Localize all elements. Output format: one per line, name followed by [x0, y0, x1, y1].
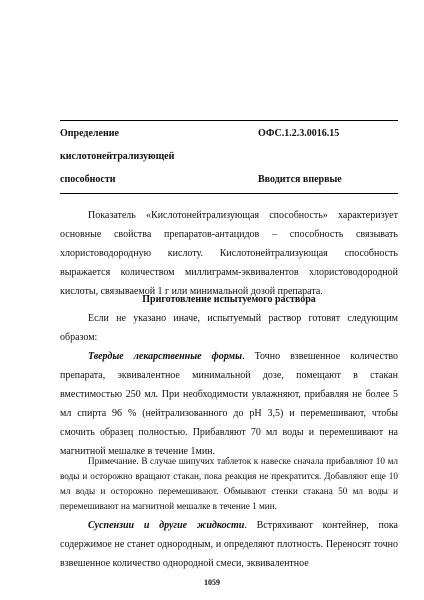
document-status: Вводится впервые [258, 174, 342, 185]
solid-forms-text: . Точно взвешенное количество препарата, эквивалентное минимальной дозе, помещают в стакан вместимостью 250 мл. При необходимости увлажняют, прибавляя не более 5 мл спирта 96 % (нейтрализованного до pH 3,5) и перемешивают, чтобы смочить образец полностью. Прибавляют 70 мл воды и перемешивают на магнитной мешалке в течение 1мин. [60, 351, 398, 457]
intro-paragraph: Показатель «Кислотонейтрализующая способность» характеризует основные свойства препаратов-антацидов – способность связывать хлористоводородную кислоту. Кислотонейтрализующая способность выражается количеством миллиграмм-эквивалентов хлористоводородной кислоты, связываемой 1 г или минимальной дозой препарата. [60, 210, 398, 297]
liquids-heading: Суспензии и другие жидкости [88, 520, 245, 531]
header-top-rule [60, 120, 398, 121]
method-paragraph: Если не указано иначе, испытуемый раствор готовят следующим образом: [60, 313, 398, 343]
header-bottom-rule [60, 193, 398, 194]
title-line-1: Определение [60, 128, 119, 139]
title-line-3: способности [60, 174, 116, 185]
solid-forms-paragraph [60, 347, 398, 461]
title-line-2: кислотонейтрализующей [60, 151, 175, 162]
liquids-paragraph [60, 516, 398, 573]
note-paragraph: Примечание. В случае шипучих таблеток к навеске сначала прибавляют 10 мл воды и осторожно вращают стакан, пока реакция не прекратится. Добавляют еще 10 мл воды и осторожно перемешивают. Обмывают стенки стакана 50 мл воды и перемешивают на магнитной мешалке в течение 1 мин. [60, 456, 398, 511]
liquids-text: . Встряхивают контейнер, пока содержимое не станет однородным, и определяют плотность. Переносят точно взвешенное количество однородной смеси, эквивалентное [60, 520, 398, 569]
page-number: 1059 [204, 578, 220, 587]
document-code: ОФС.1.2.3.0016.15 [258, 128, 340, 139]
section-title: Приготовление испытуемого раствора [142, 294, 316, 305]
solid-forms-heading: Твердые лекарственные формы [88, 351, 243, 362]
